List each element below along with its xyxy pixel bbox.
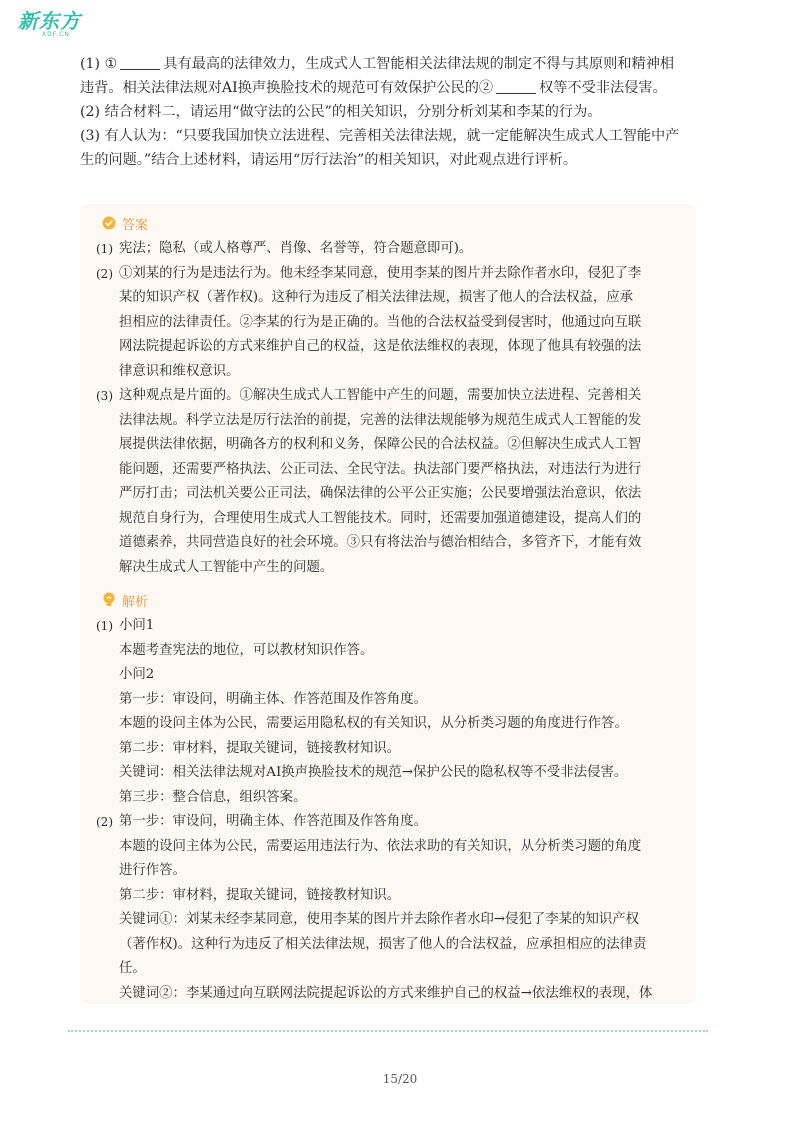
analysis-item: [96, 810, 696, 1006]
analysis-title: 解析: [122, 594, 149, 610]
analysis-item-text: [119, 810, 696, 1006]
answer-content: [96, 237, 696, 580]
answer-line: 能问题，还需要严格执法、公正司法、全民守法。执法部门要严格执法，对违法行为进行: [119, 461, 642, 477]
question-1-text: 具有最高的法律效力，生成式人工智能相关法律法规的制定不得与其原则和精神相: [163, 56, 675, 72]
blank-1: [120, 55, 160, 70]
answer-line: 某的知识产权（著作权)。这种行为违反了相关法律法规，损害了他人的合法权益，应承: [119, 290, 634, 305]
answer-item: [96, 384, 696, 580]
analysis-item: [96, 614, 696, 810]
blank-1-marker: ①: [104, 56, 118, 72]
analysis-line: 关键词①：刘某未经李某同意，使用李某的图片并去除作者水印→侵犯了李某的知识产权: [119, 912, 640, 927]
footer-divider: [68, 1030, 708, 1032]
analysis-line: 关键词②：李某通过向互联网法院提起诉讼的方式来维护自己的权益→依法维权的表现，体: [119, 985, 653, 1001]
answer-line: 展提供法律依据，明确各方的权利和义务，保障公民的合法权益。②但解决生成式人工智: [119, 437, 642, 452]
analysis-line: （著作权)。这种行为违反了相关法律法规，损害了他人的合法权益，应承担相应的法律责: [119, 936, 647, 952]
analysis-line: 第一步：审设问，明确主体、作答范围及作答角度。: [119, 691, 427, 707]
answer-line: 严厉打击；司法机关要公正司法，确保法律的公平公正实施；公民要增强法治意识，依法: [119, 486, 642, 501]
check-badge-icon: [102, 216, 116, 230]
answer-line: 宪法；隐私（或人格尊严、肖像、名誉等，符合题意即可)。: [119, 241, 473, 256]
logo-subtext: XDF.CN: [42, 31, 70, 38]
analysis-content: [96, 614, 696, 1006]
question-2: (2) 结合材料二，请运用“做守法的公民”的相关知识，分别分析刘某和李某的行为。: [80, 104, 602, 120]
answer-item: [96, 262, 696, 385]
question-1-line-2: [80, 76, 720, 100]
answer-item-text: [119, 384, 696, 580]
question-block: [80, 52, 720, 172]
answer-line: 道德素养，共同营造良好的社会环境。③只有将法治与德治相结合，多管齐下，才能有效: [119, 535, 642, 550]
analysis-line: 第二步：审材料，提取关键词，链接教材知识。: [119, 887, 401, 903]
answer-item-number: (2): [96, 266, 113, 281]
question-1-text-2: 违背。相关法律法规对AI换声换脸技术的规范可有效保护公民的②: [80, 80, 494, 96]
analysis-line: 小问2: [119, 667, 155, 682]
answer-title: 答案: [122, 217, 149, 233]
answer-line: 律意识和维权意识。: [119, 363, 240, 379]
analysis-line: 进行作答。: [119, 863, 186, 878]
answer-line: 规范自身行为，合理使用生成式人工智能技术。同时，还需要加强道德建设，提高人们的: [119, 510, 642, 526]
answer-item: [96, 237, 696, 262]
question-1-text-3: 权等不受非法侵害。: [539, 80, 667, 96]
analysis-line: 第一步：审设问，明确主体、作答范围及作答角度。: [119, 814, 427, 829]
question-3-line-1: (3) 有人认为：“只要我国加快立法进程、完善相关法律法规，就一定能解决生成式人工智能中产: [80, 128, 680, 144]
xdf-logo: [18, 10, 88, 42]
analysis-line: 本题考查宪法的地位，可以教材知识作答。: [119, 642, 374, 658]
answer-line: 网法院提起诉讼的方式来维护自己的权益，这是依法维权的表现，体现了他具有较强的法: [119, 339, 642, 354]
answer-line: 担相应的法律责任。②李某的行为是正确的。当他的合法权益受到侵害时，他通过向互联: [119, 314, 642, 330]
answer-line: 这种观点是片面的。①解决生成式人工智能中产生的问题，需要加快立法进程、完善相关: [119, 388, 642, 403]
analysis-line: 小问1: [119, 618, 155, 633]
analysis-line: 第三步：整合信息，组织答案。: [119, 789, 307, 805]
answer-line: 法律法规。科学立法是厉行法治的前提，完善的法律法规能够为规范生成式人工智能的发: [119, 412, 642, 428]
page-number: 15/20: [382, 1072, 418, 1086]
analysis-line: 本题的设问主体为公民，需要运用违法行为、依法求助的有关知识，从分析类习题的角度: [119, 838, 642, 854]
question-1-line-1: [80, 52, 720, 76]
analysis-line: 第二步：审材料，提取关键词，链接教材知识。: [119, 740, 401, 756]
blank-2: [496, 79, 536, 94]
answer-line: ①刘某的行为是违法行为。他未经李某同意，使用李某的图片并去除作者水印，侵犯了李: [119, 265, 642, 281]
question-1-number: (1): [80, 56, 101, 72]
analysis-heading: [102, 589, 148, 611]
analysis-item-text: [119, 614, 696, 810]
lightbulb-icon: [102, 592, 116, 608]
answer-item-text: [119, 262, 696, 385]
analysis-item-number: (2): [96, 815, 113, 829]
answer-item-number: (1): [96, 242, 113, 256]
answer-heading: [102, 212, 148, 234]
analysis-line: 关键词：相关法律法规对AI换声换脸技术的规范→保护公民的隐私权等不受非法侵害。: [119, 765, 628, 780]
question-3-line-2: 生的问题。”结合上述材料，请运用“厉行法治”的相关知识，对此观点进行评析。: [80, 152, 578, 168]
analysis-line: 任。: [119, 961, 146, 976]
answer-item-text: [119, 237, 696, 262]
answer-item-number: (3): [96, 389, 113, 403]
analysis-item-number: (1): [96, 619, 113, 633]
logo-text: 新东方: [18, 9, 81, 33]
analysis-line: 本题的设问主体为公民，需要运用隐私权的有关知识，从分析类习题的角度进行作答。: [119, 716, 628, 731]
answer-line: 解决生成式人工智能中产生的问题。: [119, 559, 334, 575]
